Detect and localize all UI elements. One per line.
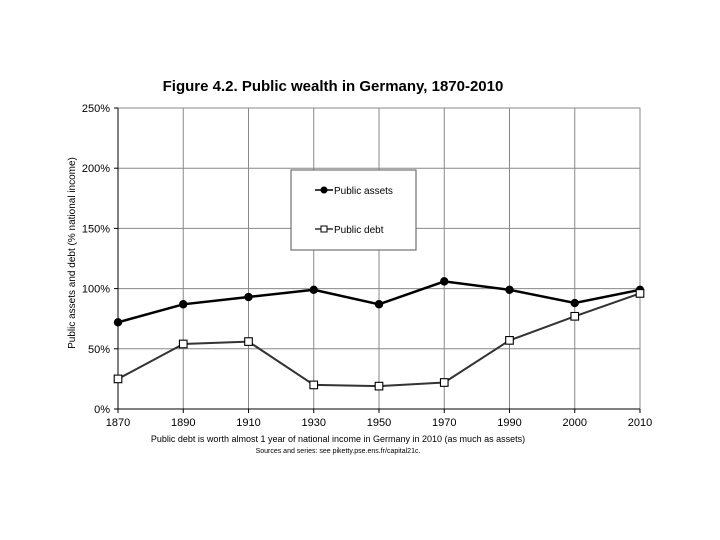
y-tick-label: 100% [81, 283, 110, 296]
point-public-debt [636, 290, 644, 298]
point-public-assets [375, 300, 383, 308]
legend-label-assets: Public assets [334, 186, 393, 197]
x-tick-label: 1970 [432, 417, 457, 429]
y-ticks [82, 103, 110, 416]
y-tick-label: 0% [94, 404, 110, 416]
x-tick-label: 1930 [301, 417, 326, 429]
point-public-debt [571, 312, 579, 320]
point-public-assets [244, 293, 252, 301]
legend-marker-assets [321, 187, 328, 194]
point-public-debt [179, 340, 187, 348]
y-tick-label: 250% [81, 103, 110, 115]
legend [291, 170, 416, 250]
chart-title: Figure 4.2. Public wealth in Germany, 1870-2010 [162, 78, 504, 95]
point-public-debt [114, 375, 122, 383]
x-tick-label: 2010 [627, 417, 653, 429]
chart-note: Public debt is worth almost 1 year of national income in Germany in 2010 (as much as assets) [150, 434, 526, 444]
x-ticks [106, 417, 652, 429]
point-public-debt [375, 382, 383, 390]
point-public-debt [245, 338, 253, 346]
y-axis-label: Public assets and debt (% national income) [67, 157, 78, 349]
x-tick-label: 2000 [562, 417, 587, 429]
x-tick-label: 1870 [105, 417, 131, 429]
point-public-assets [505, 286, 513, 294]
x-tick-label: 1890 [171, 417, 196, 429]
chart-source: Sources and series: see piketty.pse.ens.fr/capital21c. [255, 448, 421, 455]
x-tick-label: 1990 [497, 417, 522, 429]
x-tick-label: 1910 [236, 417, 261, 429]
point-public-assets [571, 299, 579, 307]
x-tick-label: 1950 [366, 417, 392, 429]
point-public-assets [114, 318, 122, 326]
legend-label-debt: Public debt [334, 225, 384, 236]
y-tick-label: 150% [81, 223, 110, 236]
point-public-debt [440, 379, 448, 387]
legend-box [291, 170, 416, 250]
legend-marker-debt [321, 226, 327, 232]
point-public-assets [310, 286, 318, 294]
point-public-assets [440, 277, 448, 285]
point-public-debt [310, 381, 318, 389]
point-public-debt [506, 337, 514, 345]
y-tick-label: 200% [81, 163, 110, 176]
y-tick-label: 50% [87, 343, 110, 356]
point-public-assets [179, 300, 187, 308]
